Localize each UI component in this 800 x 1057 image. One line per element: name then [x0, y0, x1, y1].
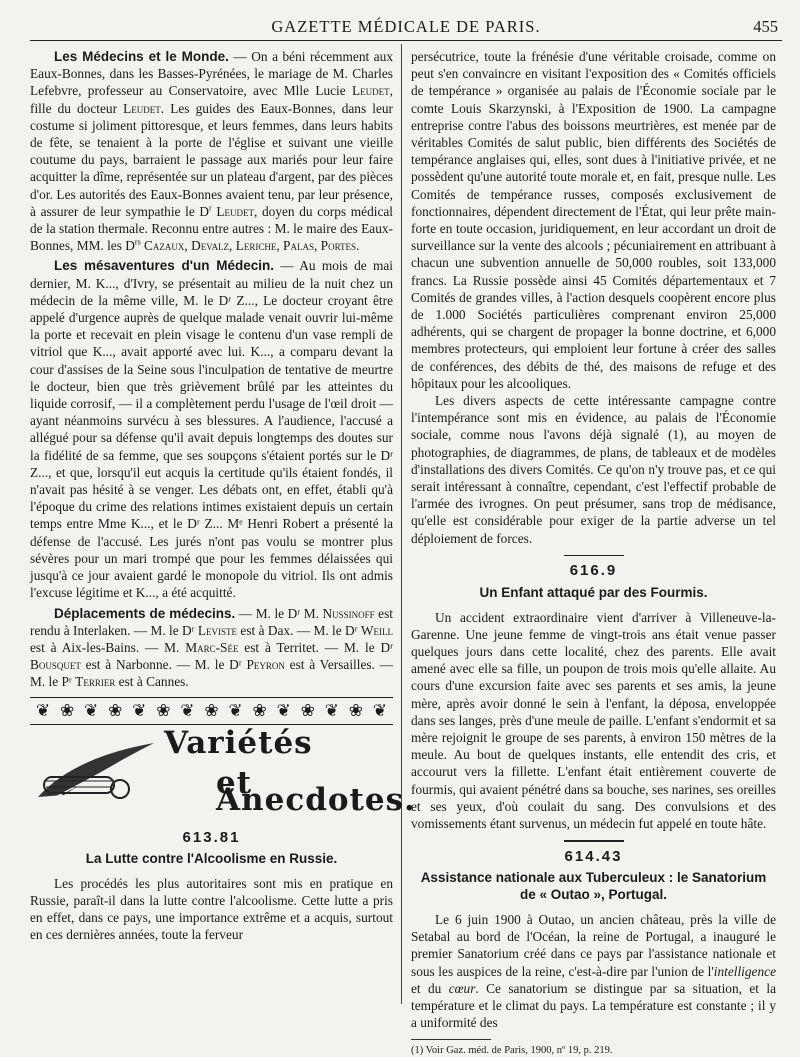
article-body: Les procédés les plus autoritaires sont mis en pratique en Russie, paraît-il dans la lutte contre l'alcoolisme. Cette lutte a pris en effet, dans ce pays, une importance extrême et a acquis, surtout en ces dernières années, toute la ferveur [30, 875, 393, 943]
section-lead: Les Médecins et le Monde. [54, 49, 229, 64]
footnote-rule [411, 1039, 491, 1040]
varietes-title-line1: Variétés [164, 724, 313, 761]
article-title: Un Enfant attaqué par des Fourmis. [479, 584, 708, 600]
page-number: 455 [753, 17, 778, 36]
journal-title: GAZETTE MÉDICALE DE PARIS. [271, 17, 541, 36]
ornamental-band: ❦ ❀ ❦ ❀ ❦ ❀ ❦ ❀ ❦ ❀ ❦ ❀ ❦ ❀ ❦ [30, 697, 393, 725]
column-divider [401, 44, 402, 1004]
section-lead: Déplacements de médecins. [54, 605, 236, 621]
section-lead: Les mésaventures d'un Médecin. [54, 258, 274, 274]
article-number: 614.43 [411, 840, 776, 865]
article-number: 616.9 [411, 555, 776, 580]
paragraph-deplacements: Déplacements de médecins. — M. le Dʳ M. Nussinoff est rendu à Interlaken. — M. le Dʳ Leviste est à Dax. — M. le Dʳ Weill est à Aix-les-Bains. — M. Marc-Sée est à Territet. — M. le Dʳ Bousquet est à Narbonne. — M. le Dʳ Peyron est à Versailles. — M. le Pʳ Terrier est à Cannes. [30, 605, 394, 690]
article-body: persécutrice, toute la frénésie d'une véritable croisade, comme on peut s'en convaincre en visitant l'exposition des « Comités officiels de tempérance » organisée au palais de l'Économie sociale par le comte Louis Skarzynski, à l'Exposition de 1900. La campagne entreprise contre l'abus des boissons meurtrières, est menée par de véritables Comités de salut public, bien différents des Sociétés de tempérance anglaises qui, elles, sont dues à l'initiative privée, et ne possèdent qu'une autorité toute morale et, en fait, presque nulle. Les Comités de tempérance russes, composés exclusivement de fonctionnaires, dépendent directement de l'État, qui leur prête main-forte en toute occasion, juridiquement, en leur accordant un droit de surveillance sur la vente des alcools ; pécuniairement en attribuant à chacun une subvention annuelle de 50,000 roubles, soit 133,000 francs. La Russie possède ainsi 45 Comités départementaux et 7 Comités de grandes villes, à l'action desquels coopèrent encore plus de 1.000 Sociétés particulières comprenant environ 25,000 adhérents, qui se chargent de propager la bonne doctrine, et 6,000 membres protecteurs, qui emploient leur fortune à créer des salles de conférences, des débits de thé, des maisons de refuge et des hôpitaux pour les alcooliques. [411, 49, 776, 391]
varietes-title-line2: et Anecdotes. [216, 764, 416, 818]
footnote: (1) Voir Gaz. méd. de Paris, 1900, nº 19, p. 219. [411, 1045, 613, 1057]
page-header [30, 14, 782, 41]
varietes-heading [30, 724, 416, 825]
quill-scroll-icon [34, 737, 160, 807]
article-number: 613.81 [182, 828, 241, 846]
right-column [411, 48, 776, 1057]
article-body: Les divers aspects de cette intéressante campagne contre l'intempérance sont mis en évidence, au palais de l'Économie sociale, comme nous l'avons déjà signalé (1), au moyen de photographies, de diagrammes, de plans, de tableaux et de modèles d'installations des divers Comités. Ce qu'on n'y trouve pas, et ce qui serait intéressant à connaître, cependant, c'est l'effectif probable de l'armée des ivrognes. On peut présumer, sans trop de médisance, qu'elle est considérable pour exiger de la partie adverse un tel déploiement de forces. [411, 393, 776, 546]
left-column [30, 48, 416, 1008]
paragraph-mesaventures: Les mésaventures d'un Médecin. — Au mois de mai dernier, M. K..., d'Ivry, se présentait au milieu de la nuit chez un médecin de la même ville, M. le Dʳ Z..., Le docteur croyant être appelé d'urgence auprès de quelque malade venait ouvrir lui-même la porte et recevait en plein visage le contenu d'un vase rempli de vitriol que K..., avait apporté avec lui. K..., a comparu devant la cour d'assises de la Seine sous l'inculpation de tentative de meurtre le docteur, bien que très grièvement brûlé par les atteintes du liquide corrosif, — il a complètement perdu l'usage de l'œil droit — ayant néanmoins survécu à ses blessures. A l'audience, l'accusé a allégué pour sa défense qu'il avait depuis longtemps des doutes sur la fidélité de sa femme, que ses soupçons s'étaient portés sur le Dʳ Z..., et que, lorsqu'il eut acquis la certitude qu'ils étaient fondés, il n'avait pas hésité à se venger. Les débats ont, en effet, établi qu'à l'époque du crime des relations intimes existaient depuis un certain temps entre Mme K..., et le Dʳ Z... Mᵉ Henri Robert a présenté la défense de l'accusé. Les jurés n'ont pas voulu se montrer plus sévères pour un mari trompé que pour les femmes délaissées qui jusqu'à ce jour avaient gardé le monopole du vitriol. Ils ont admis l'excuse légitime et K..., a été acquitté. [30, 258, 394, 601]
article-title: La Lutte contre l'Alcoolisme en Russie. [85, 850, 338, 866]
paragraph-medecins-monde: Les Médecins et le Monde. — On a béni récemment aux Eaux-Bonnes, dans les Basses-Pyrénées, le mariage de M. Charles Lefebvre, professeur au Conservatoire, avec Mlle Lucie Leudet, fille du docteur Leudet. Les guides des Eaux-Bonnes, dans leur costume si joliment pittoresque, et leurs femmes, dans leurs habits de fête, se tenaient à la porte de l'église et suivant une vieille coutume du pays, barraient le passage aux mariés pour leur faire acquitter la dîme, représentée sur un plateau d'argent, par des pièces d'or. Les autorités des Eaux-Bonnes avaient tenu, par leur présence, à assurer de leur sympathie le $D^r$ Leudet, doyen du corps médical de la station thermale. Reconnu entre autres : M. le maire des Eaux-Bonnes, MM. les $D^{rs}$ Cazaux, Devalz, Leriche, Palas, Portes. [30, 49, 393, 254]
article-title: Assistance nationale aux Tuberculeux : le Sanatorium de « Outao », Portugal. [420, 869, 767, 902]
article-body: Le 6 juin 1900 à Outao, un ancien château, près la ville de Setabal au bord de l'Océan, la reine de Portugal, a inauguré le premier Sanatorium créé dans ce pays par l'assistance nationale et sous les auspices de la reine, c'est-à-dire par l'union de l'intelligence et du cœur. Ce sanatorium se distingue par sa situation, et la température et le climat du pays. La température est constante ; il y a uniformité des [411, 911, 776, 1031]
article-body: Un accident extraordinaire vient d'arriver à Villeneuve-la-Garenne. Une jeune femme de vingt-trois ans était venue passer quelques jours dans cette localité, chez des parents. Elle avait amené avec elle sa fille, un poupon de trois mois qu'elle allaite. Au cours d'une excursion faite avec ses parents et ses amis, la jeune mère, après avoir donné le sein à l'enfant, la déposa, enveloppée dans ses langes, près d'une meule de paille. L'enfant s'endormit et sa mère rejoignit le groupe de ses parents, à environ 150 mètres de la meule. Au bout de quelques instants, elle entendit des cris, et accourut vers la fillette. L'enfant était entièrement couverte de fourmis, qui avaient pénétré dans sa bouche, ses narines, ses oreilles et ses yeux, d'où coulait du sang. Des convulsions et des vomissements étant survenus, un médecin fut appelé en toute hâte. [411, 609, 776, 832]
